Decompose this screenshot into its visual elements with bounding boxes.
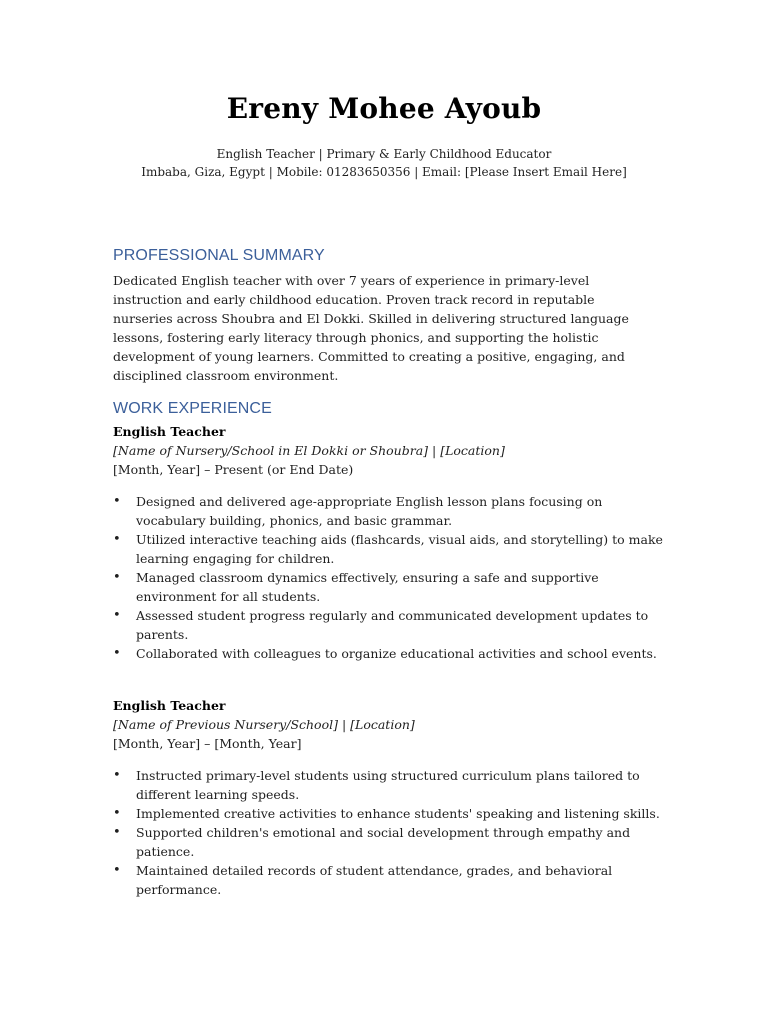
candidate-contact: Imbaba, Giza, Egypt | Mobile: 01283650356 | Email: [Please Insert Email Here] <box>141 165 627 179</box>
list-item <box>113 530 666 568</box>
summary-text: Dedicated English teacher with over 7 years of experience in primary-level instruction and early childhood education. Proven track record in reputable nurseries across Shoubra and El Dokki. Skilled in delivering structured language lessons, fostering early literacy through phonics, and supporting the holistic development of young learners. Committed to creating a positive, engaging, and disciplined classroom environment. <box>113 273 629 383</box>
job-organization: [Name of Nursery/School in El Dokki or Shoubra] | [Location] <box>113 443 505 458</box>
list-item <box>113 823 666 861</box>
job-entry <box>113 696 673 899</box>
bullet-text: Supported children's emotional and social development through empathy and patience. <box>136 825 631 859</box>
candidate-subtitle: English Teacher | Primary & Early Childhood Educator <box>216 147 552 161</box>
list-item <box>113 606 666 644</box>
summary-heading: PROFESSIONAL SUMMARY <box>113 247 325 264</box>
job-bullet-list <box>113 766 673 899</box>
bullet-text: Assessed student progress regularly and communicated development updates to parents. <box>136 608 649 642</box>
bullet-icon: • <box>113 646 121 661</box>
list-item <box>113 568 666 606</box>
list-item <box>113 644 666 663</box>
job-title: English Teacher <box>113 424 226 439</box>
bullet-icon: • <box>113 806 121 821</box>
work-experience-heading: WORK EXPERIENCE <box>113 400 272 417</box>
job-dates: [Month, Year] – Present (or End Date) <box>113 462 354 477</box>
bullet-text: Implemented creative activities to enhance students' speaking and listening skills. <box>136 806 660 821</box>
bullet-icon: • <box>113 768 121 783</box>
list-item <box>113 861 666 899</box>
bullet-text: Managed classroom dynamics effectively, ensuring a safe and supportive environment for all students. <box>136 570 599 604</box>
bullet-text: Utilized interactive teaching aids (flashcards, visual aids, and storytelling) to make learning engaging for children. <box>136 532 663 566</box>
job-title: English Teacher <box>113 698 226 713</box>
bullet-icon: • <box>113 608 121 623</box>
job-bullet-list <box>113 492 673 663</box>
bullet-text: Collaborated with colleagues to organize educational activities and school events. <box>136 646 657 661</box>
job-organization: [Name of Previous Nursery/School] | [Location] <box>113 717 415 732</box>
job-entry <box>113 422 673 663</box>
bullet-text: Instructed primary-level students using structured curriculum plans tailored to different learning speeds. <box>136 768 640 802</box>
list-item <box>113 804 666 823</box>
list-item <box>113 766 666 804</box>
list-item <box>113 492 666 530</box>
job-dates: [Month, Year] – [Month, Year] <box>113 736 302 751</box>
bullet-icon: • <box>113 825 121 840</box>
bullet-icon: • <box>113 494 121 509</box>
bullet-text: Maintained detailed records of student attendance, grades, and behavioral performance. <box>136 863 613 897</box>
bullet-icon: • <box>113 863 121 878</box>
bullet-icon: • <box>113 570 121 585</box>
bullet-text: Designed and delivered age-appropriate English lesson plans focusing on vocabulary building, phonics, and basic grammar. <box>136 494 603 528</box>
candidate-name: Ereny Mohee Ayoub <box>226 92 542 125</box>
bullet-icon: • <box>113 532 121 547</box>
